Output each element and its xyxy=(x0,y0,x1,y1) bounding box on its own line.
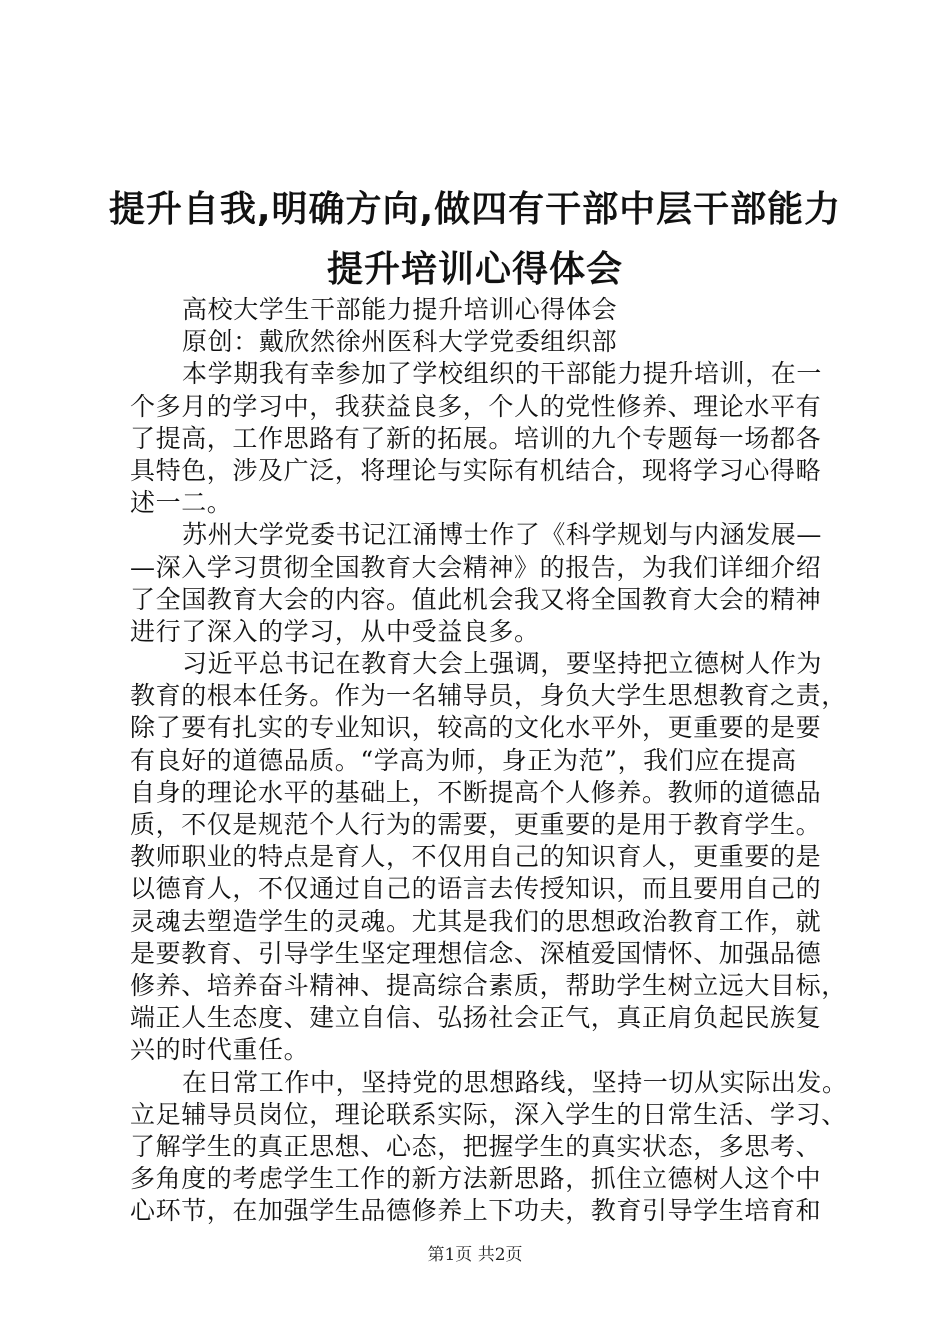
body-line: 有良好的道德品质。“学高为师，身正为范”，我们应在提高 xyxy=(130,745,797,775)
body-line: 教育的根本任务。作为一名辅导员，身负大学生思想教育之责， xyxy=(130,681,847,711)
body-line: 了提高，工作思路有了新的拓展。培训的九个专题每一场都各 xyxy=(130,423,822,453)
subtitle-line: 高校大学生干部能力提升培训心得体会 xyxy=(182,295,618,324)
body-line: 个多月的学习中，我获益良多，个人的党性修养、理论水平有 xyxy=(130,391,822,421)
body-line: 教师职业的特点是育人，不仅用自己的知识育人，更重要的是 xyxy=(130,842,822,872)
body-line: 心环节，在加强学生品德修养上下功夫，教育引导学生培育和 xyxy=(130,1196,822,1226)
body-line: 端正人生态度、建立自信、弘扬社会正气，真正肩负起民族复 xyxy=(130,1003,822,1033)
body-line: 述一二。 xyxy=(130,488,233,518)
body-line: 本学期我有幸参加了学校组织的干部能力提升培训，在一 xyxy=(182,359,823,389)
body-line: 质，不仅是规范个人行为的需要，更重要的是用于教育学生。 xyxy=(130,810,822,839)
body-line: 以德育人，不仅通过自己的语言去传授知识，而且要用自己的 xyxy=(130,874,822,904)
body-line: —深入学习贯彻全国教育大会精神》的报告，为我们详细介绍 xyxy=(130,552,822,582)
document-title-line-2: 提升培训心得体会 xyxy=(326,249,623,290)
body-line: 是要教育、引导学生坚定理想信念、深植爱国情怀、加强品德 xyxy=(130,938,822,968)
body-line: 进行了深入的学习，从中受益良多。 xyxy=(130,616,540,646)
body-line: 立足辅导员岗位，理论联系实际，深入学生的日常生活、学习、 xyxy=(130,1099,847,1129)
body-line: 多角度的考虑学生工作的新方法新思路，抓住立德树人这个中 xyxy=(130,1164,822,1194)
body-line: 修养、培养奋斗精神、提高综合素质，帮助学生树立远大目标， xyxy=(130,970,847,1000)
body-line: 习近平总书记在教育大会上强调，要坚持把立德树人作为 xyxy=(182,649,823,679)
body-line: 灵魂去塑造学生的灵魂。尤其是我们的思想政治教育工作，就 xyxy=(130,906,822,936)
document-title-line-1: 提升自我,明确方向,做四有干部中层干部能力 xyxy=(108,189,842,230)
body-line: 除了要有扎实的专业知识，较高的文化水平外，更重要的是要 xyxy=(130,713,822,743)
author-line: 原创：戴欣然徐州医科大学党委组织部 xyxy=(182,327,618,357)
body-line: 在日常工作中，坚持党的思想路线，坚持一切从实际出发。 xyxy=(182,1067,848,1097)
body-line: 具特色，涉及广泛，将理论与实际有机结合，现将学习心得略 xyxy=(130,455,822,485)
document-body xyxy=(130,294,848,1227)
body-line: 苏州大学党委书记江涌博士作了《科学规划与内涵发展— xyxy=(182,520,823,550)
body-line: 自身的理论水平的基础上，不断提高个人修养。教师的道德品 xyxy=(130,777,822,807)
body-line: 了全国教育大会的内容。值此机会我又将全国教育大会的精神 xyxy=(130,584,822,614)
body-line: 了解学生的真正思想、心态，把握学生的真实状态，多思考、 xyxy=(130,1131,822,1161)
page-number-footer: 第1页 共2页 xyxy=(427,1245,523,1265)
body-line: 兴的时代重任。 xyxy=(130,1035,310,1065)
